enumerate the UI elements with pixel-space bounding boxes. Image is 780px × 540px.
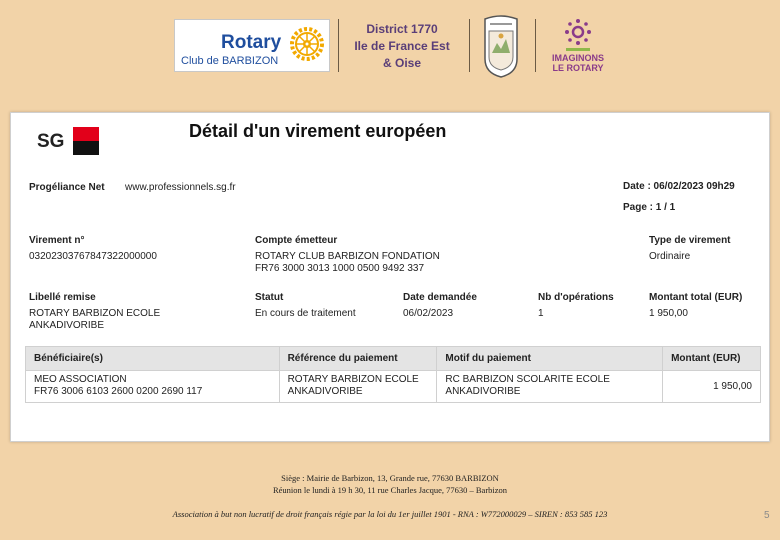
compte-emetteur-name: ROTARY CLUB BARBIZON FONDATION (255, 251, 440, 262)
transfer-document (10, 112, 770, 442)
rotary-club-name: Club de BARBIZON (181, 55, 279, 67)
page-indicator: Page : 1 / 1 (623, 202, 676, 213)
beneficiaire-cell: MEO ASSOCIATION FR76 3006 6103 2600 0200 2690 117 (26, 371, 280, 403)
column-header: Référence du paiement (279, 347, 437, 371)
column-header: Montant (EUR) (663, 347, 761, 371)
table-header-row (26, 347, 761, 371)
payment-table (25, 346, 761, 403)
table-row (26, 371, 761, 403)
statut-label: Statut (255, 292, 284, 303)
date-demandee-value: 06/02/2023 (403, 308, 454, 319)
reference-cell: ROTARY BARBIZON ECOLE ANKADIVORIBE (279, 371, 437, 403)
document-title: Détail d'un virement européen (189, 121, 447, 141)
compte-emetteur-label: Compte émetteur (255, 235, 338, 246)
column-header: Motif du paiement (437, 347, 663, 371)
rotary-wordmark: Rotary (221, 32, 282, 53)
libelle-remise-line: ANKADIVORIBE (29, 320, 105, 331)
divider (338, 19, 339, 72)
sg-logo-red-block (73, 127, 99, 141)
sg-logo-black-block (73, 141, 99, 155)
compte-emetteur-iban: FR76 3000 3013 1000 0500 9492 337 (255, 263, 425, 274)
page-number: 5 (764, 510, 770, 521)
sg-logo-text: SG (37, 131, 65, 152)
montant-cell: 1 950,00 (663, 371, 761, 403)
virement-number-label: Virement n° (29, 235, 85, 246)
montant-total-value: 1 950,00 (649, 308, 688, 319)
imagine-stripe (566, 48, 590, 51)
nb-operations-label: Nb d'opérations (538, 292, 614, 303)
type-virement-value: Ordinaire (649, 251, 691, 262)
header-logos (0, 0, 780, 100)
statut-value: En cours de traitement (255, 308, 356, 319)
footer-address: Siège : Mairie de Barbizon, 13, Grande rue, 77630 BARBIZON Réunion le lundi à 19 h 30, 11 rue Charles Jacque, 77630 – Barbizon (272, 473, 508, 495)
libelle-remise-label: Libellé remise (29, 292, 96, 303)
website-link: www.professionnels.sg.fr (125, 182, 236, 193)
type-virement-label: Type de virement (649, 235, 731, 246)
column-header: Bénéficiaire(s) (26, 347, 280, 371)
document-date: Date : 06/02/2023 09h29 (623, 181, 735, 192)
service-label: Progéliance Net (29, 182, 105, 193)
nb-operations-value: 1 (538, 308, 544, 319)
divider (469, 19, 470, 72)
libelle-remise-line: ROTARY BARBIZON ECOLE (29, 308, 161, 319)
district-label: District 1770 Ile de France Est & Oise (354, 22, 450, 70)
date-demandee-label: Date demandée (403, 292, 477, 303)
virement-number: 03202303767847322000000 (29, 251, 157, 262)
barbizon-crest-icon (481, 13, 521, 79)
imagine-rotary-icon (563, 17, 593, 47)
footer-legal: Association à but non lucratif de droit français régie par la loi du 1er juillet 1901 - RNA : W772000029 – SIREN : 853 585 123 (172, 509, 608, 519)
divider (535, 19, 536, 72)
rotary-wheel-icon (289, 26, 325, 62)
rotary-club-logo (174, 19, 330, 72)
montant-total-label: Montant total (EUR) (649, 292, 743, 303)
imagine-rotary-label: IMAGINONS LE ROTARY (551, 53, 604, 73)
motif-cell: RC BARBIZON SCOLARITE ECOLE ANKADIVORIBE (437, 371, 663, 403)
